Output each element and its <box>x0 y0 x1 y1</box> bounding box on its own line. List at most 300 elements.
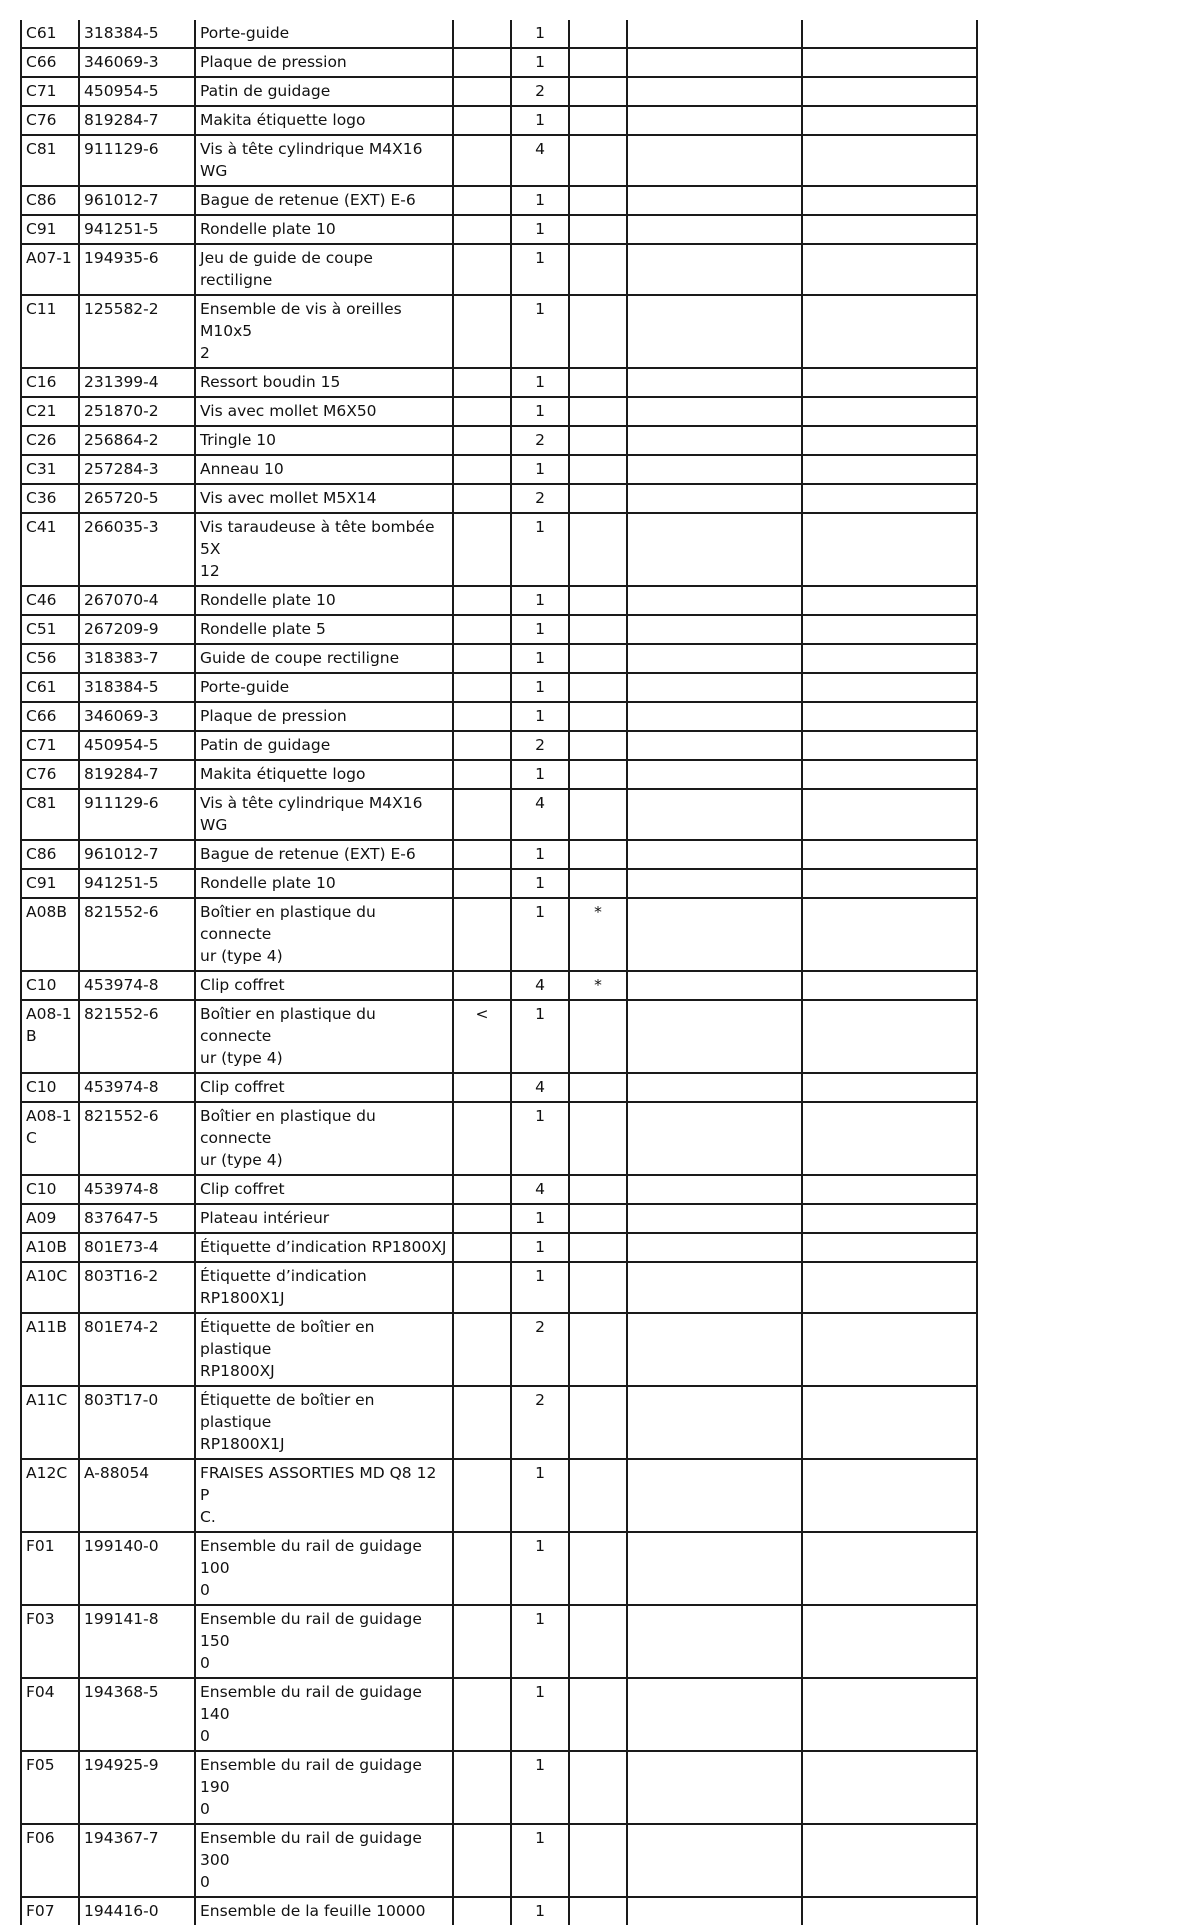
part-number-cell <box>79 586 195 615</box>
extra-cell-1 <box>627 397 802 426</box>
table-row <box>21 1824 977 1897</box>
extra-cell-2 <box>802 1204 977 1233</box>
quantity-cell <box>511 484 569 513</box>
extra-cell-1 <box>627 586 802 615</box>
item-number-cell <box>21 1204 79 1233</box>
item-number-cell <box>21 106 79 135</box>
quantity-text: 1 <box>535 1005 545 1023</box>
extra-cell-2 <box>802 1262 977 1313</box>
item-number-text: C71 <box>26 82 57 100</box>
item-number-cell <box>21 1262 79 1313</box>
quantity-text: 1 <box>535 373 545 391</box>
part-number-text: 251870-2 <box>84 402 159 420</box>
part-number-text: 837647-5 <box>84 1209 159 1227</box>
table-row <box>21 1532 977 1605</box>
quantity-text: 1 <box>535 678 545 696</box>
extra-cell-1 <box>627 615 802 644</box>
extra-cell-1 <box>627 1532 802 1605</box>
item-number-cell <box>21 135 79 186</box>
extra-cell-1 <box>627 426 802 455</box>
quantity-text: 1 <box>535 1107 545 1125</box>
extra-cell-2 <box>802 1678 977 1751</box>
item-number-text: C10 <box>26 976 57 994</box>
item-number-text: A08-1 C <box>26 1107 72 1147</box>
note-cell <box>569 702 627 731</box>
description-text: Boîtier en plastique du connecte ur (type 4) <box>200 1005 376 1067</box>
part-number-cell <box>79 397 195 426</box>
part-number-cell <box>79 898 195 971</box>
part-number-text: 819284-7 <box>84 765 159 783</box>
part-number-cell <box>79 789 195 840</box>
description-text: Vis taraudeuse à tête bombée 5X 12 <box>200 518 435 580</box>
item-number-cell <box>21 368 79 397</box>
part-number-cell <box>79 513 195 586</box>
description-text: Porte-guide <box>200 678 290 696</box>
note-cell <box>569 1073 627 1102</box>
description-cell <box>195 1102 453 1175</box>
marker-cell <box>453 898 511 971</box>
extra-cell-2 <box>802 1102 977 1175</box>
description-cell <box>195 513 453 586</box>
item-number-cell <box>21 484 79 513</box>
item-number-text: C10 <box>26 1078 57 1096</box>
part-number-cell <box>79 244 195 295</box>
description-cell <box>195 644 453 673</box>
quantity-text: 1 <box>535 249 545 267</box>
item-number-text: C91 <box>26 874 57 892</box>
table-row <box>21 1262 977 1313</box>
quantity-text: 1 <box>535 111 545 129</box>
quantity-text: 1 <box>535 649 545 667</box>
extra-cell-2 <box>802 48 977 77</box>
marker-cell <box>453 1233 511 1262</box>
marker-cell <box>453 77 511 106</box>
part-number-cell <box>79 1824 195 1897</box>
extra-cell-2 <box>802 20 977 48</box>
extra-cell-2 <box>802 1532 977 1605</box>
table-row <box>21 77 977 106</box>
marker-cell <box>453 644 511 673</box>
item-number-cell <box>21 215 79 244</box>
extra-cell-2 <box>802 106 977 135</box>
marker-cell <box>453 1824 511 1897</box>
extra-cell-2 <box>802 1386 977 1459</box>
part-number-cell <box>79 1102 195 1175</box>
part-number-cell <box>79 1532 195 1605</box>
marker-cell <box>453 106 511 135</box>
part-number-cell <box>79 840 195 869</box>
item-number-cell <box>21 1897 79 1925</box>
part-number-cell <box>79 1233 195 1262</box>
description-text: Étiquette d’indication RP1800X1J <box>200 1267 367 1307</box>
quantity-text: 1 <box>535 191 545 209</box>
note-cell <box>569 368 627 397</box>
part-number-text: 257284-3 <box>84 460 159 478</box>
quantity-cell <box>511 1605 569 1678</box>
item-number-cell <box>21 1751 79 1824</box>
quantity-cell <box>511 295 569 368</box>
part-number-text: 256864-2 <box>84 431 159 449</box>
marker-cell <box>453 1897 511 1925</box>
note-cell <box>569 426 627 455</box>
item-number-cell <box>21 1605 79 1678</box>
parts-table-body <box>21 20 977 1925</box>
table-row <box>21 244 977 295</box>
item-number-text: C16 <box>26 373 57 391</box>
item-number-text: C66 <box>26 707 57 725</box>
part-number-text: 267070-4 <box>84 591 159 609</box>
quantity-text: 1 <box>535 1756 545 1774</box>
quantity-cell <box>511 673 569 702</box>
description-text: Bague de retenue (EXT) E-6 <box>200 191 416 209</box>
marker-cell <box>453 789 511 840</box>
quantity-cell <box>511 48 569 77</box>
extra-cell-1 <box>627 106 802 135</box>
item-number-text: C31 <box>26 460 57 478</box>
item-number-text: F03 <box>26 1610 55 1628</box>
note-cell <box>569 840 627 869</box>
part-number-cell <box>79 20 195 48</box>
table-row <box>21 869 977 898</box>
part-number-cell <box>79 135 195 186</box>
description-cell <box>195 295 453 368</box>
extra-cell-1 <box>627 244 802 295</box>
part-number-text: 453974-8 <box>84 976 159 994</box>
note-cell <box>569 1102 627 1175</box>
item-number-text: C11 <box>26 300 57 318</box>
description-cell <box>195 244 453 295</box>
part-number-cell <box>79 1204 195 1233</box>
table-row <box>21 397 977 426</box>
description-cell <box>195 1073 453 1102</box>
extra-cell-1 <box>627 20 802 48</box>
quantity-text: 1 <box>535 874 545 892</box>
item-number-text: C91 <box>26 220 57 238</box>
note-cell <box>569 186 627 215</box>
part-number-cell <box>79 1175 195 1204</box>
extra-cell-1 <box>627 135 802 186</box>
extra-cell-1 <box>627 1204 802 1233</box>
description-text: Boîtier en plastique du connecte ur (type 4) <box>200 1107 376 1169</box>
quantity-text: 1 <box>535 1902 545 1920</box>
quantity-cell <box>511 731 569 760</box>
item-number-text: C86 <box>26 845 57 863</box>
extra-cell-1 <box>627 644 802 673</box>
part-number-text: 125582-2 <box>84 300 159 318</box>
extra-cell-1 <box>627 1824 802 1897</box>
description-text: Rondelle plate 10 <box>200 591 336 609</box>
marker-text: < <box>475 1005 489 1023</box>
description-cell <box>195 1678 453 1751</box>
quantity-cell <box>511 513 569 586</box>
item-number-text: C61 <box>26 678 57 696</box>
part-number-text: 821552-6 <box>84 903 159 921</box>
part-number-text: 318384-5 <box>84 24 159 42</box>
part-number-text: 453974-8 <box>84 1180 159 1198</box>
description-text: Vis à tête cylindrique M4X16 WG <box>200 140 423 180</box>
part-number-cell <box>79 673 195 702</box>
item-number-cell <box>21 1175 79 1204</box>
extra-cell-2 <box>802 1000 977 1073</box>
item-number-text: C41 <box>26 518 57 536</box>
item-number-text: C56 <box>26 649 57 667</box>
description-cell <box>195 898 453 971</box>
part-number-cell <box>79 615 195 644</box>
part-number-text: 803T16-2 <box>84 1267 159 1285</box>
extra-cell-1 <box>627 484 802 513</box>
quantity-text: 1 <box>535 591 545 609</box>
quantity-text: 1 <box>535 1267 545 1285</box>
description-text: Rondelle plate 5 <box>200 620 326 638</box>
note-cell <box>569 1678 627 1751</box>
description-text: Ensemble du rail de guidage 190 0 <box>200 1756 422 1818</box>
quantity-text: 1 <box>535 845 545 863</box>
extra-cell-2 <box>802 244 977 295</box>
extra-cell-2 <box>802 455 977 484</box>
item-number-cell <box>21 1073 79 1102</box>
description-text: Rondelle plate 10 <box>200 220 336 238</box>
quantity-cell <box>511 426 569 455</box>
description-cell <box>195 760 453 789</box>
description-cell <box>195 455 453 484</box>
part-number-text: 346069-3 <box>84 53 159 71</box>
note-cell <box>569 135 627 186</box>
note-cell <box>569 1751 627 1824</box>
quantity-text: 1 <box>535 1209 545 1227</box>
extra-cell-1 <box>627 840 802 869</box>
extra-cell-2 <box>802 1073 977 1102</box>
marker-cell <box>453 760 511 789</box>
description-text: Guide de coupe rectiligne <box>200 649 400 667</box>
quantity-text: 2 <box>535 1318 545 1336</box>
part-number-text: 194416-0 <box>84 1902 159 1920</box>
note-cell <box>569 971 627 1000</box>
item-number-text: C66 <box>26 53 57 71</box>
item-number-cell <box>21 615 79 644</box>
note-cell <box>569 1532 627 1605</box>
part-number-cell <box>79 484 195 513</box>
description-text: Jeu de guide de coupe rectiligne <box>200 249 373 289</box>
description-text: Étiquette d’indication RP1800XJ <box>200 1238 447 1256</box>
part-number-text: 199140-0 <box>84 1537 159 1555</box>
extra-cell-1 <box>627 513 802 586</box>
description-cell <box>195 731 453 760</box>
description-text: Étiquette de boîtier en plastique RP1800X1J <box>200 1391 375 1453</box>
extra-cell-1 <box>627 971 802 1000</box>
quantity-cell <box>511 20 569 48</box>
item-number-cell <box>21 789 79 840</box>
note-cell <box>569 295 627 368</box>
quantity-cell <box>511 971 569 1000</box>
item-number-text: C26 <box>26 431 57 449</box>
extra-cell-1 <box>627 186 802 215</box>
quantity-cell <box>511 135 569 186</box>
table-row <box>21 840 977 869</box>
part-number-text: 819284-7 <box>84 111 159 129</box>
description-text: Makita étiquette logo <box>200 111 366 129</box>
marker-cell <box>453 1262 511 1313</box>
description-cell <box>195 135 453 186</box>
note-cell <box>569 215 627 244</box>
extra-cell-1 <box>627 673 802 702</box>
part-number-text: 941251-5 <box>84 220 159 238</box>
note-cell <box>569 1605 627 1678</box>
part-number-cell <box>79 1678 195 1751</box>
description-cell <box>195 673 453 702</box>
item-number-cell <box>21 673 79 702</box>
quantity-text: 1 <box>535 707 545 725</box>
note-text: * <box>594 976 602 994</box>
part-number-cell <box>79 295 195 368</box>
part-number-cell <box>79 971 195 1000</box>
item-number-cell <box>21 898 79 971</box>
quantity-text: 4 <box>535 1078 545 1096</box>
description-text: Patin de guidage <box>200 82 331 100</box>
note-cell <box>569 1313 627 1386</box>
extra-cell-2 <box>802 295 977 368</box>
quantity-cell <box>511 1204 569 1233</box>
item-number-cell <box>21 1000 79 1073</box>
quantity-cell <box>511 368 569 397</box>
description-cell <box>195 20 453 48</box>
quantity-cell <box>511 1897 569 1925</box>
extra-cell-2 <box>802 186 977 215</box>
part-number-text: 450954-5 <box>84 82 159 100</box>
item-number-cell <box>21 426 79 455</box>
table-row <box>21 615 977 644</box>
quantity-text: 1 <box>535 1683 545 1701</box>
quantity-cell <box>511 615 569 644</box>
table-row <box>21 368 977 397</box>
description-cell <box>195 484 453 513</box>
item-number-cell <box>21 1459 79 1532</box>
note-cell <box>569 673 627 702</box>
part-number-text: 194925-9 <box>84 1756 159 1774</box>
marker-cell <box>453 615 511 644</box>
description-cell <box>195 1605 453 1678</box>
item-number-cell <box>21 586 79 615</box>
part-number-cell <box>79 1897 195 1925</box>
table-row <box>21 673 977 702</box>
part-number-text: 961012-7 <box>84 845 159 863</box>
table-row <box>21 1313 977 1386</box>
item-number-cell <box>21 186 79 215</box>
item-number-cell <box>21 48 79 77</box>
item-number-text: C81 <box>26 140 57 158</box>
extra-cell-1 <box>627 1678 802 1751</box>
description-cell <box>195 1233 453 1262</box>
part-number-cell <box>79 1605 195 1678</box>
part-number-text: 803T17-0 <box>84 1391 159 1409</box>
marker-cell <box>453 135 511 186</box>
item-number-text: A11B <box>26 1318 67 1336</box>
part-number-cell <box>79 455 195 484</box>
parts-table <box>20 20 978 1925</box>
description-cell <box>195 702 453 731</box>
quantity-cell <box>511 1073 569 1102</box>
description-text: Clip coffret <box>200 976 285 994</box>
item-number-text: C10 <box>26 1180 57 1198</box>
extra-cell-2 <box>802 869 977 898</box>
part-number-cell <box>79 1459 195 1532</box>
quantity-cell <box>511 1386 569 1459</box>
note-cell <box>569 615 627 644</box>
description-text: Tringle 10 <box>200 431 277 449</box>
marker-cell <box>453 426 511 455</box>
extra-cell-1 <box>627 368 802 397</box>
table-row <box>21 971 977 1000</box>
description-text: Anneau 10 <box>200 460 284 478</box>
extra-cell-2 <box>802 898 977 971</box>
item-number-text: C81 <box>26 794 57 812</box>
quantity-text: 1 <box>535 24 545 42</box>
part-number-text: 194368-5 <box>84 1683 159 1701</box>
description-text: Vis avec mollet M6X50 <box>200 402 377 420</box>
marker-cell <box>453 1313 511 1386</box>
quantity-text: 1 <box>535 518 545 536</box>
marker-cell <box>453 1532 511 1605</box>
quantity-cell <box>511 186 569 215</box>
extra-cell-2 <box>802 1751 977 1824</box>
table-row <box>21 586 977 615</box>
description-cell <box>195 1000 453 1073</box>
table-row <box>21 1000 977 1073</box>
table-row <box>21 644 977 673</box>
description-text: Étiquette de boîtier en plastique RP1800XJ <box>200 1318 375 1380</box>
description-text: Vis avec mollet M5X14 <box>200 489 377 507</box>
quantity-text: 4 <box>535 140 545 158</box>
item-number-text: A10C <box>26 1267 68 1285</box>
note-cell <box>569 20 627 48</box>
description-cell <box>195 789 453 840</box>
quantity-text: 1 <box>535 1464 545 1482</box>
quantity-text: 1 <box>535 300 545 318</box>
marker-cell <box>453 186 511 215</box>
extra-cell-2 <box>802 1313 977 1386</box>
table-row <box>21 1175 977 1204</box>
note-cell <box>569 1175 627 1204</box>
part-number-cell <box>79 1073 195 1102</box>
table-row <box>21 898 977 971</box>
item-number-text: C76 <box>26 111 57 129</box>
item-number-text: A11C <box>26 1391 68 1409</box>
quantity-cell <box>511 106 569 135</box>
item-number-text: F01 <box>26 1537 55 1555</box>
marker-cell <box>453 673 511 702</box>
marker-cell <box>453 48 511 77</box>
quantity-cell <box>511 760 569 789</box>
quantity-cell <box>511 789 569 840</box>
part-number-text: 267209-9 <box>84 620 159 638</box>
note-cell <box>569 869 627 898</box>
parts-list-sheet <box>20 20 978 1925</box>
table-row <box>21 760 977 789</box>
part-number-cell <box>79 106 195 135</box>
item-number-text: C46 <box>26 591 57 609</box>
table-row <box>21 789 977 840</box>
quantity-text: 4 <box>535 1180 545 1198</box>
description-cell <box>195 48 453 77</box>
extra-cell-2 <box>802 760 977 789</box>
description-text: FRAISES ASSORTIES MD Q8 12 P C. <box>200 1464 437 1526</box>
marker-cell <box>453 244 511 295</box>
extra-cell-2 <box>802 1175 977 1204</box>
description-text: Clip coffret <box>200 1078 285 1096</box>
extra-cell-2 <box>802 368 977 397</box>
marker-cell <box>453 1204 511 1233</box>
part-number-cell <box>79 1751 195 1824</box>
extra-cell-1 <box>627 1751 802 1824</box>
